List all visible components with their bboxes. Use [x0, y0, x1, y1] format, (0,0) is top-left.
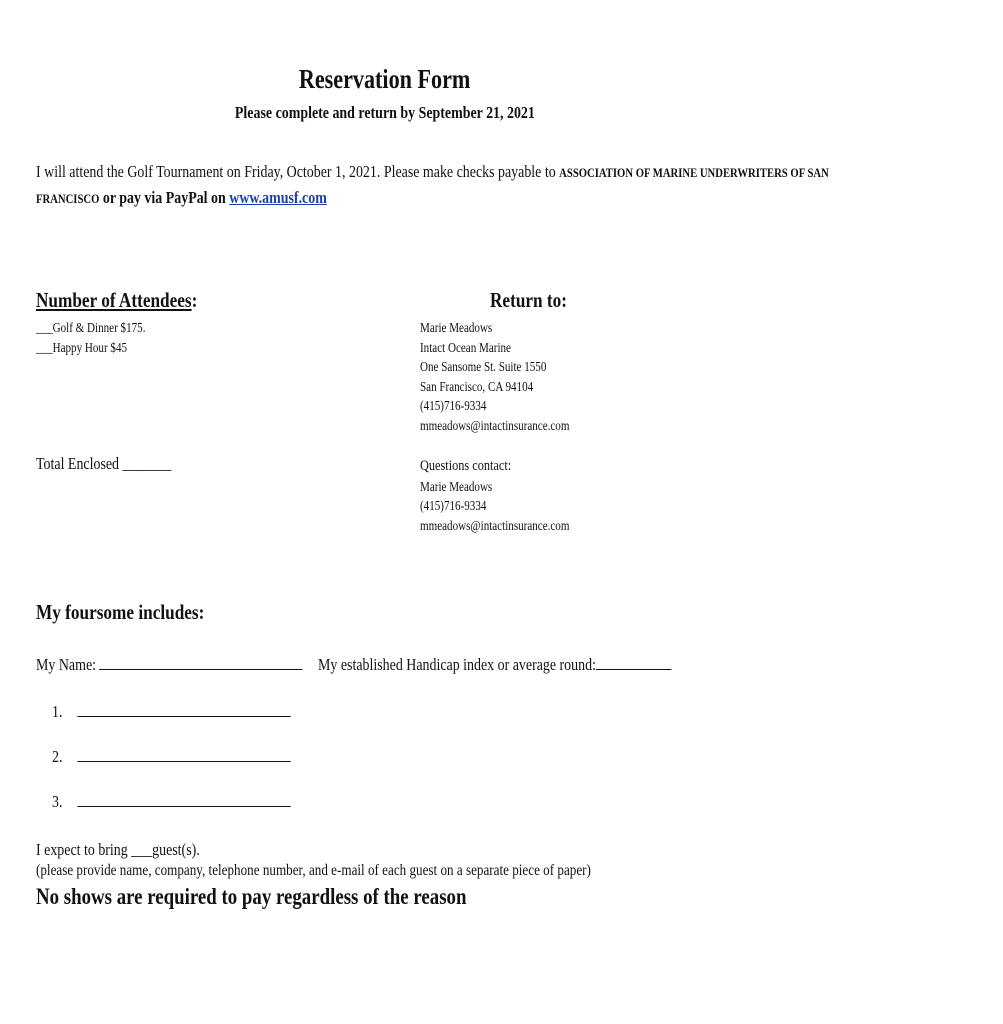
- return-to-heading: Return to:: [490, 288, 568, 312]
- amusf-link[interactable]: www.amusf.com: [229, 188, 327, 207]
- return-line: Marie Meadows: [420, 320, 493, 335]
- return-line: (415)716-9334: [420, 398, 487, 413]
- intro-text: I will attend the Golf Tournament on Friday, October 1, 2021. Please make checks payable to: [36, 162, 560, 181]
- guest-note: (please provide name, company, telephone number, and e-mail of each guest on a separate piece of paper): [36, 862, 591, 879]
- return-line: San Francisco, CA 94104: [420, 378, 534, 394]
- intro-line-1: [36, 162, 1003, 182]
- guest-count[interactable]: I expect to bring ___guest(s).: [36, 840, 200, 859]
- attendees-heading: Number of Attendees:: [36, 288, 198, 312]
- return-line: One Sansome St. Suite 1550: [420, 359, 547, 374]
- paypal-text: or pay via PayPal on: [99, 188, 230, 207]
- return-line: Intact Ocean Marine: [420, 339, 511, 355]
- payee-name: ASSOCIATION OF MARINE UNDERWRITERS OF SAN: [559, 165, 829, 180]
- handicap-field[interactable]: My established Handicap index or average round:: [318, 653, 749, 675]
- option-happy-hour[interactable]: ___Happy Hour $45: [36, 339, 128, 355]
- questions-line: (415)716-9334: [420, 498, 487, 513]
- questions-email: mmeadows@intactinsurance.com: [420, 517, 570, 533]
- attendee-options: [36, 318, 169, 357]
- return-email: mmeadows@intactinsurance.com: [420, 417, 570, 433]
- foursome-heading: My foursome includes:: [36, 600, 205, 624]
- option-golf-dinner[interactable]: ___Golf & Dinner $175.: [36, 320, 146, 335]
- form-title: Reservation Form: [299, 64, 471, 94]
- form-subtitle: Please complete and return by September 21, 2021: [235, 103, 535, 122]
- foursome-player-3[interactable]: 3.: [52, 790, 343, 812]
- foursome-player-1[interactable]: 1.: [52, 700, 343, 722]
- no-show-notice: No shows are required to pay regardless of the reason: [36, 884, 467, 909]
- questions-line: Marie Meadows: [420, 478, 493, 494]
- total-enclosed[interactable]: Total Enclosed _______: [36, 454, 172, 473]
- return-address: [420, 318, 602, 435]
- questions-contact: [420, 456, 602, 535]
- intro-line-2: [36, 188, 391, 208]
- foursome-player-2[interactable]: 2.: [52, 745, 343, 767]
- payee-name-cont: FRANCISCO: [36, 191, 100, 206]
- my-name-field[interactable]: My Name:: [36, 653, 361, 675]
- questions-label: Questions contact:: [420, 458, 512, 474]
